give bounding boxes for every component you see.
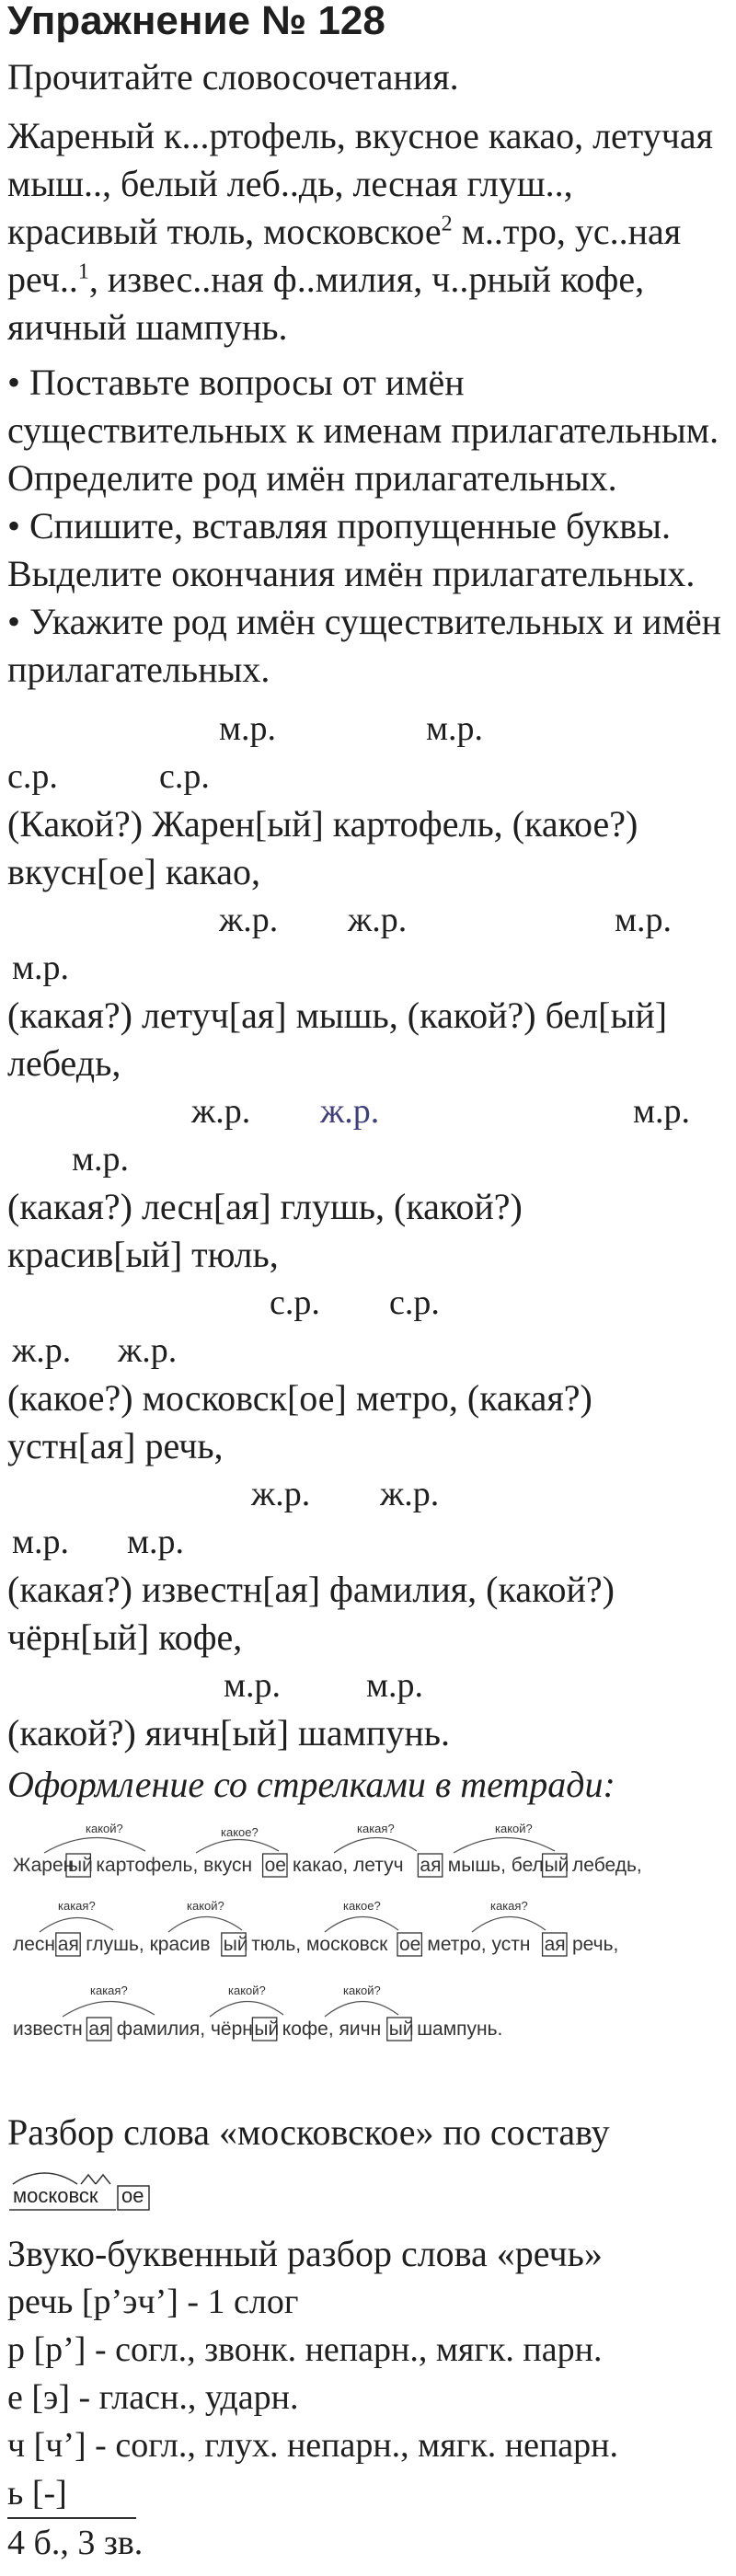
gender-marks (7, 1135, 729, 1183)
word-stem: Жарен (152, 803, 255, 845)
gender-mark: м.р. (12, 949, 70, 987)
gender-mark: ж.р. (191, 1092, 251, 1131)
nb-word: кофе, яичн (282, 2018, 382, 2040)
phonetic-line: е [э] - гласн., ударн. (7, 2378, 299, 2417)
noun: тюль, (182, 1234, 279, 1275)
q-label: какая? (58, 1899, 96, 1913)
phonetic-section (7, 2230, 729, 2567)
question: (какая?) (7, 1569, 142, 1610)
nb-ending: ая (57, 1934, 79, 1955)
nb-ending: ый (254, 2018, 280, 2040)
morpheme-svg (7, 2156, 191, 2221)
word-stem: яичн (144, 1712, 221, 1754)
morphology-title: Разбор слова «московское» по составу (7, 2111, 610, 2153)
nb-ending: ое (264, 1855, 286, 1876)
phonetic-title: Звуко-буквенный разбор слова «речь» (7, 2233, 603, 2274)
gender-marks (7, 705, 729, 753)
gender-mark: м.р. (615, 901, 673, 939)
gender-mark: м.р. (633, 1092, 691, 1131)
nb-ending: ая (88, 2018, 110, 2040)
task-2: • Спишите, вставляя пропущенные буквы. Выделите окончания имён прилагательных. (7, 505, 696, 594)
notebook-arrows-svg (7, 1814, 729, 2063)
word-ending: [ое] (96, 851, 156, 892)
notebook-figure (7, 1814, 729, 2063)
phrases-mid: м..тро, ус..ная реч.. (7, 211, 682, 300)
word-ending: [ая] (213, 1186, 271, 1227)
gender-mark: ж.р. (251, 1475, 311, 1513)
gender-mark: м.р. (426, 709, 484, 748)
answer-line (7, 1566, 729, 1614)
gender-marks (7, 944, 729, 992)
question: (какой?) (7, 1712, 145, 1754)
word-stem: московск (142, 1377, 287, 1419)
q-label: какой? (228, 1984, 266, 1997)
word-ending: [ая] (228, 995, 287, 1036)
q-label: какой? (187, 1899, 224, 1913)
word-ending: [ый] (113, 1234, 183, 1275)
question: (какой?) (394, 1186, 523, 1227)
word-stem: вкусн (7, 851, 97, 892)
nb-word: фамилия, чёрн (116, 2018, 253, 2040)
noun: фамилия, (320, 1569, 487, 1610)
phrases-main: Жареный к...ртофель, вкусное какао, летучая мыш.., белый леб..дь, лесная глуш.., красивый тюль, московское (7, 115, 714, 252)
phrases-end: , извес..ная ф..милия, ч..рный кофе, яичный шампунь. (7, 259, 645, 348)
nb-ending: ая (420, 1855, 442, 1876)
noun: речь, (135, 1425, 224, 1466)
gender-mark: м.р. (72, 1140, 130, 1179)
question: (какое?) (7, 1377, 143, 1419)
noun: картофель, (323, 803, 512, 845)
gender-marks (7, 1518, 729, 1566)
footnote-1: 1 (77, 259, 89, 284)
q-label: какая? (357, 1822, 395, 1835)
gender-mark: с.р. (270, 1283, 320, 1322)
nb-ending: ый (223, 1934, 248, 1955)
morpheme-stem: московск (13, 2184, 98, 2207)
gender-mark: м.р. (224, 1666, 282, 1705)
morpheme-ending: ое (121, 2184, 144, 2207)
noun: глушь, (270, 1186, 395, 1227)
soft-sign-line: ь [-] (7, 2469, 136, 2519)
gender-mark: ж.р. (12, 1331, 72, 1370)
question: (какой?) (486, 1569, 615, 1610)
gender-mark: ж.р. (380, 1475, 440, 1513)
answer-line (7, 1614, 729, 1662)
nb-ending: ое (399, 1934, 421, 1955)
question: (какая?) (7, 995, 142, 1036)
word-stem: известн (141, 1569, 263, 1610)
nb-word: лебедь, (572, 1855, 642, 1876)
noun: кофе, (149, 1616, 243, 1658)
question: (какое?) (512, 803, 638, 845)
word-stem: красив (7, 1234, 114, 1275)
question: (какая?) (7, 1186, 142, 1227)
phonetic-line: р [р’] - согл., звонк. непарн., мягк. парн. (7, 2330, 603, 2369)
gender-mark: м.р. (366, 1666, 424, 1705)
noun: шампунь. (289, 1712, 450, 1754)
question: (Какой?) (7, 803, 153, 845)
answer-line (7, 992, 729, 1040)
word-ending: [ый] (220, 1712, 290, 1754)
gender-mark: ж.р. (219, 901, 279, 939)
nb-word: известн (13, 2018, 83, 2040)
nb-ending: ый (68, 1855, 93, 1876)
question: (какая?) (466, 1377, 592, 1419)
q-label: какая? (490, 1899, 528, 1913)
phonetic-line (7, 2469, 729, 2519)
gender-mark: с.р. (7, 757, 58, 796)
noun: мышь, (286, 995, 408, 1036)
gender-marks (7, 1470, 729, 1518)
q-label: какой? (495, 1822, 533, 1835)
gender-marks (7, 1662, 729, 1709)
gender-mark: ж.р. (348, 901, 408, 939)
word-stem: чёрн (7, 1616, 81, 1658)
morphology-section (7, 2109, 729, 2221)
gender-marks (7, 753, 729, 800)
gender-mark: м.р. (127, 1523, 185, 1561)
nb-ending: ый (388, 2018, 414, 2040)
nb-ending: ая (544, 1934, 566, 1955)
gender-marks (7, 1087, 729, 1135)
word-ending: [ая] (262, 1569, 321, 1610)
nb-ending: ый (544, 1855, 569, 1876)
task-1: • Поставьте вопросы от имён существительных к именам прилагательным. Определите род имён прилагательных. (7, 362, 719, 499)
question: (какой?) (407, 995, 546, 1036)
phonetic-line: ч [ч’] - согл., глух. непарн., мягк. непарн. (7, 2426, 618, 2465)
q-label: какой? (86, 1822, 123, 1835)
nb-word: шампунь. (417, 2018, 503, 2040)
word-stem: бел (545, 995, 599, 1036)
answer-line (7, 1374, 729, 1422)
task-3: • Укажите род имён существительных и имён прилагательных. (7, 601, 722, 690)
word-ending: [ый] (598, 995, 668, 1036)
gender-mark: м.р. (219, 709, 277, 748)
gender-marks (7, 896, 729, 944)
exercise-page (7, 0, 729, 2567)
nb-word: какао, летуч (293, 1855, 404, 1876)
phonetic-line: речь [р’эч’] - 1 слог (7, 2283, 299, 2321)
noun: какао, (155, 851, 260, 892)
nb-word: глушь, красив (86, 1934, 211, 1955)
morphology-diagram (7, 2156, 729, 2221)
word-stem: лесн (141, 1186, 213, 1227)
word-stem: летуч (141, 995, 229, 1036)
word-stem: устн (7, 1425, 78, 1466)
word-ending: [ая] (77, 1425, 136, 1466)
nb-word: тюль, московск (251, 1934, 388, 1955)
nb-word: мышь, бел (447, 1855, 544, 1876)
answer-line (7, 1709, 729, 1757)
gender-mark: ж.р. (118, 1331, 178, 1370)
answer-line (7, 800, 729, 848)
nb-word: лесн (13, 1934, 56, 1955)
noun: лебедь, (7, 1042, 121, 1084)
answer-block (7, 705, 729, 1757)
gender-mark: с.р. (159, 757, 210, 796)
noun: метро, (346, 1377, 467, 1419)
answer-line (7, 848, 729, 896)
q-label: какой? (343, 1984, 381, 1997)
word-ending: [ый] (254, 803, 324, 845)
gender-mark: м.р. (12, 1523, 70, 1561)
phonetic-summary: 4 б., 3 зв. (7, 2524, 144, 2562)
answer-line (7, 1040, 729, 1087)
nb-word: речь, (572, 1934, 619, 1955)
gender-marks (7, 1327, 729, 1374)
gender-marks (7, 1279, 729, 1327)
nb-word: картофель, вкусн (96, 1855, 253, 1876)
exercise-intro: Прочитайте словосочетания. (7, 56, 459, 98)
q-label: какое? (221, 1825, 259, 1839)
answer-line (7, 1422, 729, 1470)
q-label: какая? (90, 1984, 128, 1997)
exercise-title: Упражнение № 128 (7, 0, 385, 43)
nb-word: метро, устн (427, 1934, 531, 1955)
notebook-title: Оформление со стрелками в тетради: (7, 1764, 615, 1805)
gender-mark: с.р. (389, 1283, 440, 1322)
answer-line (7, 1231, 729, 1279)
answer-line (7, 1183, 729, 1231)
gender-mark: ж.р. (320, 1092, 380, 1131)
word-ending: [ый] (80, 1616, 150, 1658)
word-ending: [ое] (286, 1377, 347, 1419)
nb-word: Жарен (13, 1855, 75, 1876)
exercise-phrases (7, 112, 729, 351)
q-label: какое? (343, 1899, 381, 1913)
footnote-2: 2 (441, 212, 453, 236)
